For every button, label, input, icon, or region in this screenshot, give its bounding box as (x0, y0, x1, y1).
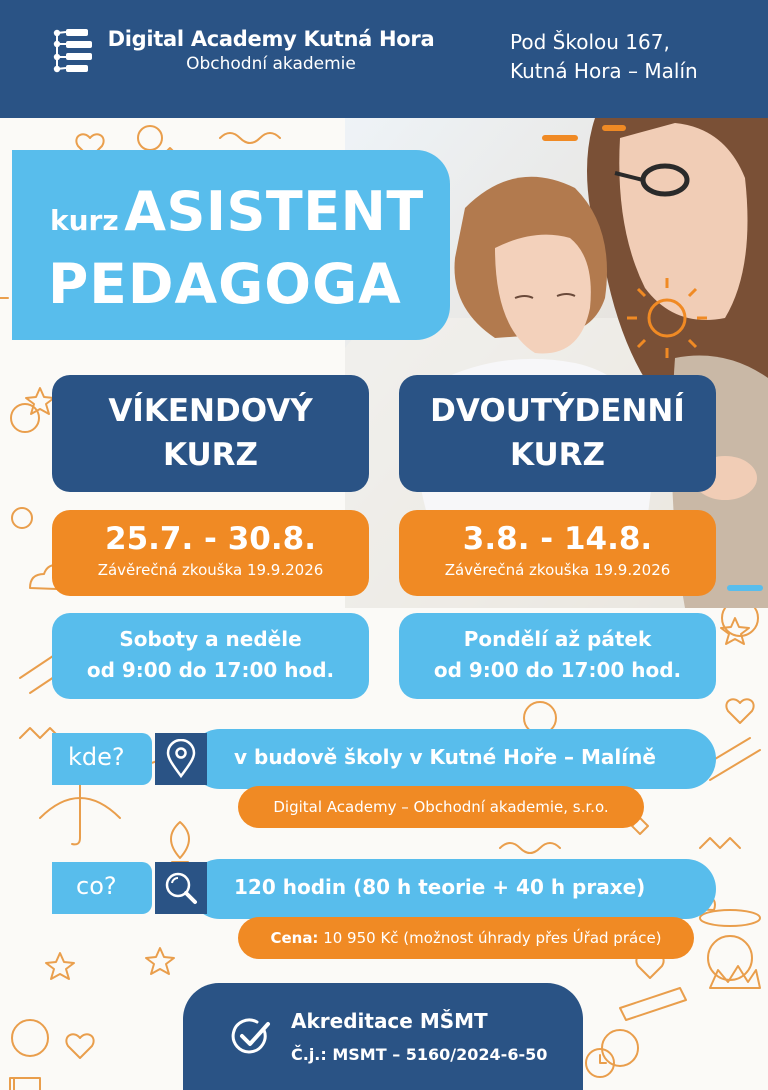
title-pedagoga: PEDAGOGA (48, 252, 402, 316)
brand-subtitle: Obchodní akademie (186, 54, 356, 74)
title-kurz: kurz (50, 204, 119, 237)
twoweek-course-dates (399, 510, 716, 596)
weekend-course-heading (52, 375, 369, 492)
twoweek-course-name-1: DVOUTÝDENNÍ (430, 393, 685, 429)
what-label: co? (76, 872, 117, 900)
where-info-bar (190, 729, 716, 789)
school-address (510, 28, 698, 86)
what-tag (52, 862, 152, 914)
accreditation-title: Akreditace MŠMT (291, 1009, 488, 1033)
magnifier-icon (155, 862, 207, 914)
price-label: Cena: (270, 929, 319, 947)
twoweek-date-range: 3.8. - 14.8. (462, 521, 653, 557)
weekend-course-schedule (52, 613, 369, 699)
where-tag (52, 733, 152, 785)
weekend-hours: od 9:00 do 17:00 hod. (86, 658, 335, 682)
location-pin-icon (155, 733, 207, 785)
check-circle-icon (231, 1016, 273, 1058)
weekend-date-range: 25.7. - 30.8. (105, 521, 316, 557)
twoweek-hours: od 9:00 do 17:00 hod. (433, 658, 682, 682)
brand-block (106, 27, 436, 74)
weekend-course-name-1: VÍKENDOVÝ (108, 393, 313, 429)
twoweek-course-heading (399, 375, 716, 492)
what-text: 120 hodin (80 h teorie + 40 h praxe) (234, 875, 646, 899)
twoweek-days: Pondělí až pátek (463, 627, 652, 651)
accreditation-reference: Č.j.: MSMT – 5160/2024-6-50 (291, 1045, 548, 1064)
title-asistent: ASISTENT (124, 180, 424, 243)
title-line-1 (50, 180, 424, 243)
brand-name: Digital Academy Kutná Hora (107, 27, 435, 51)
weekend-course-name-2: KURZ (163, 437, 258, 473)
twoweek-course-schedule (399, 613, 716, 699)
twoweek-course-name-2: KURZ (510, 437, 605, 473)
twoweek-exam-date: Závěrečná zkouška 19.9.2026 (444, 561, 671, 579)
address-line-2: Kutná Hora – Malín (510, 59, 698, 83)
where-label: kde? (68, 743, 125, 771)
what-info-bar (190, 859, 716, 919)
weekend-days: Soboty a neděle (119, 627, 302, 651)
accreditation-box (183, 983, 583, 1090)
address-line-1: Pod Školou 167, (510, 30, 670, 54)
weekend-course-dates (52, 510, 369, 596)
where-text: v budově školy v Kutné Hoře – Malíně (234, 745, 656, 769)
weekend-exam-date: Závěrečná zkouška 19.9.2026 (97, 561, 324, 579)
price-text: 10 950 Kč (možnost úhrady přes Úřad práce) (318, 929, 662, 947)
digital-academy-logo-icon (52, 27, 96, 77)
where-detail-pill: Digital Academy – Obchodní akademie, s.r.o. (238, 786, 644, 828)
price-pill (238, 917, 694, 959)
